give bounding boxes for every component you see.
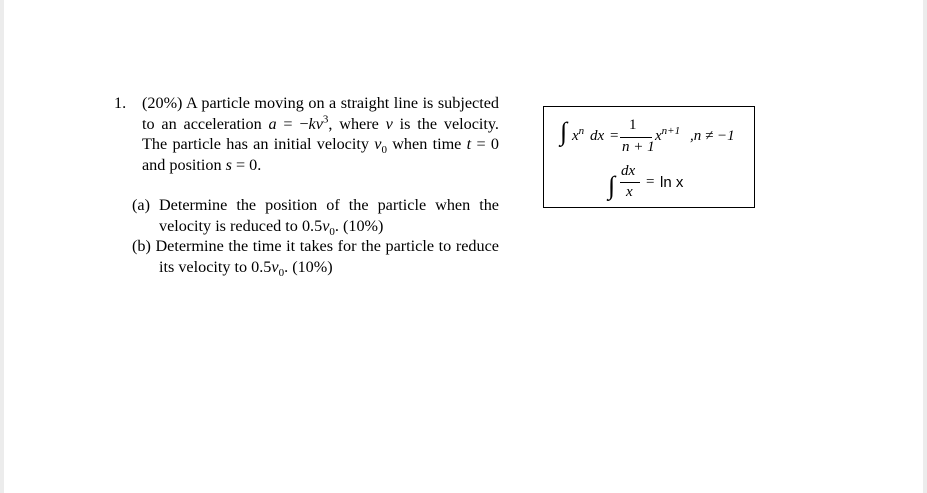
time-variable: t	[466, 135, 472, 153]
stem-text: is the velocity. The particle has an initial velocity	[142, 114, 499, 153]
initial-velocity-subscript: 0	[381, 144, 387, 157]
power-rule-formula	[560, 115, 756, 159]
stem-text: (20%) A particle moving on a straight line is subjected to an acceleration	[142, 94, 499, 133]
integral-sign: ∫	[608, 171, 616, 200]
equals-sign: =	[610, 128, 619, 144]
integrand: $x^n$	[572, 125, 585, 144]
fraction-denominator: n + 1	[622, 139, 655, 155]
sub-question-text: . (10%)	[284, 257, 333, 276]
formula-box	[543, 106, 755, 208]
velocity-subscript: 0	[278, 266, 285, 279]
velocity-variable: v	[271, 257, 279, 276]
sub-question-b	[132, 236, 499, 277]
velocity-variable: v	[385, 114, 393, 133]
fraction-bar	[620, 182, 640, 183]
integral-sign: ∫	[560, 117, 568, 146]
sub-question-label: (a)	[132, 196, 150, 214]
stem-text: , where	[328, 114, 386, 133]
fraction-denominator: x	[626, 184, 633, 200]
problem-stem	[142, 93, 499, 175]
stem-text: = 0 and position	[142, 135, 499, 174]
log-rule-formula	[608, 163, 748, 207]
problem-number: 1.	[114, 94, 127, 112]
differential: dx	[590, 128, 605, 144]
sub-question-text: Determine the position of the particle when the velocity is reduced to 0.5	[149, 196, 499, 235]
fraction-bar	[620, 137, 652, 138]
stem-text: = 0.	[231, 155, 262, 174]
sub-questions	[132, 195, 499, 277]
integrand-power: n	[578, 125, 585, 137]
stem-equals: = −	[276, 114, 309, 133]
sub-question-text: . (10%)	[334, 216, 384, 235]
condition: ,n ≠ −1	[690, 128, 735, 144]
position-variable: s	[225, 155, 232, 174]
stem-text: when time	[386, 135, 467, 153]
result-power: n+1	[661, 125, 681, 137]
accel-variable: a	[268, 114, 277, 133]
natural-log-result: ln x	[660, 174, 684, 191]
equals-sign: =	[646, 174, 655, 190]
fraction-numerator: dx	[621, 163, 636, 179]
velocity-variable: v	[322, 216, 330, 235]
accel-exponent: 3	[322, 113, 329, 126]
sub-question-a	[132, 195, 499, 236]
fraction-numerator: 1	[629, 117, 637, 133]
velocity-subscript: 0	[329, 225, 335, 238]
problem-1	[114, 93, 499, 277]
initial-velocity-variable: v	[374, 135, 382, 153]
sub-question-text: Determine the time it takes for the particle to reduce its velocity to 0.5	[150, 237, 499, 276]
sub-question-label: (b)	[132, 237, 151, 255]
result-term: $x^{n+1}$	[655, 125, 681, 144]
accel-expression: kv	[308, 114, 323, 133]
